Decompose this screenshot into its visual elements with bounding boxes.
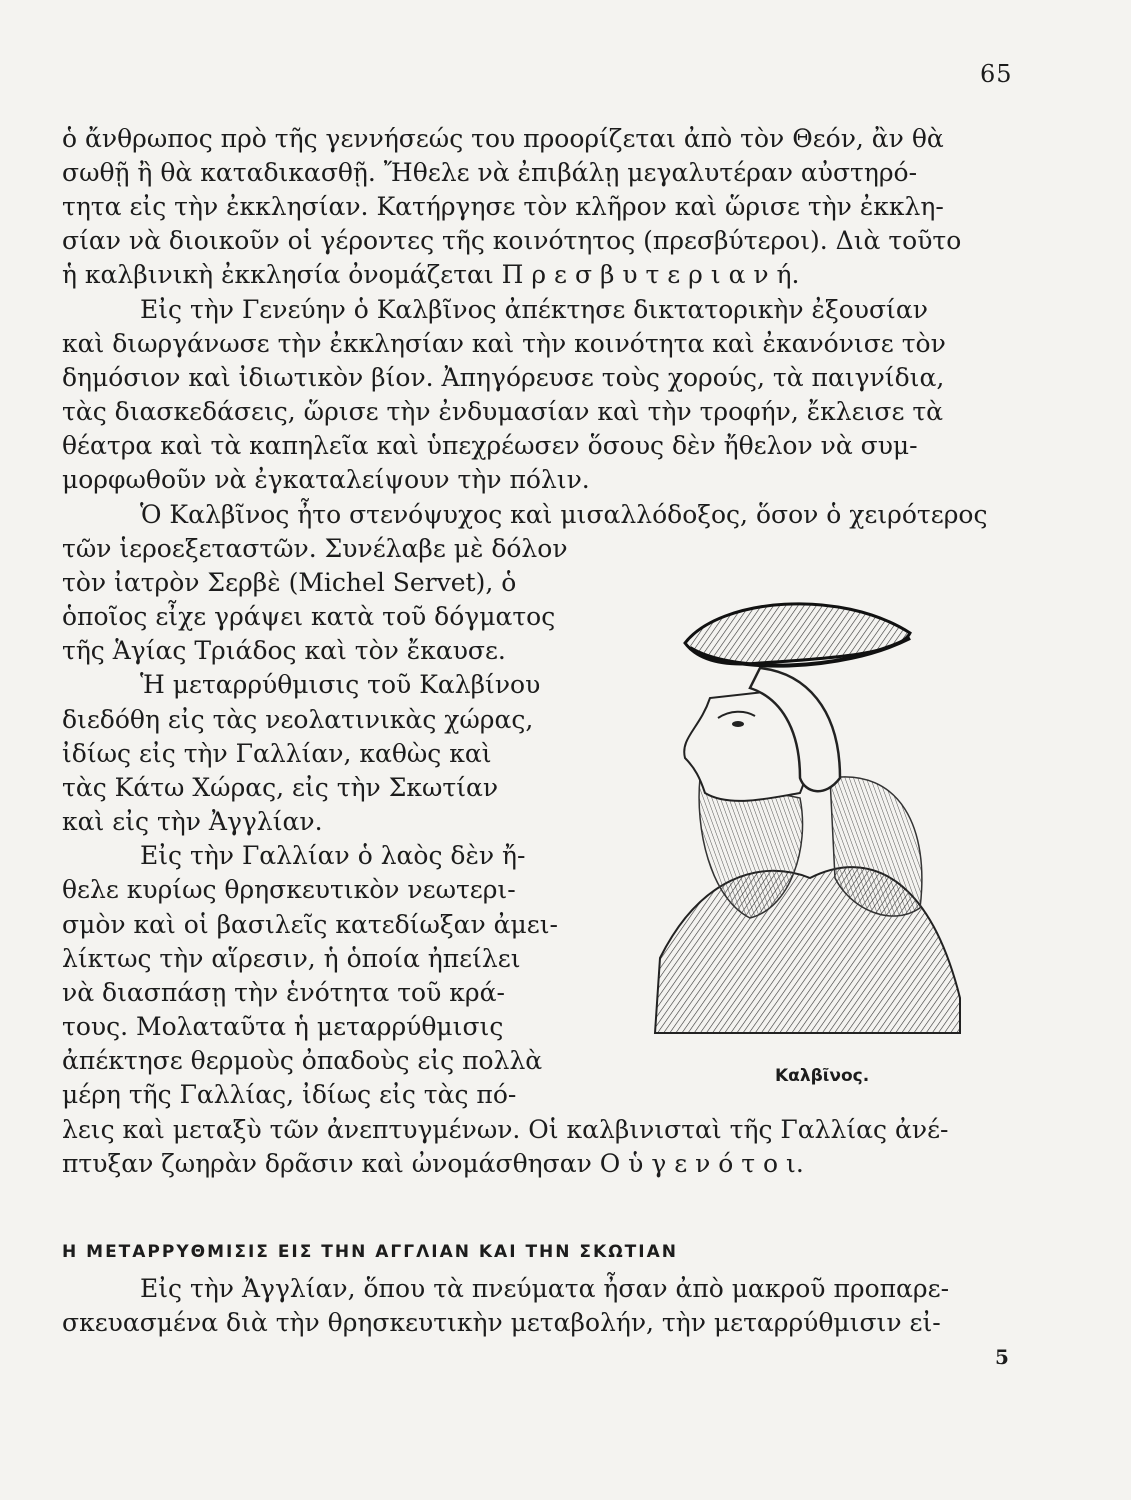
signature-mark: 5 (995, 1345, 1009, 1369)
text-line: Ὁ Καλβῖνος ἦτο στενόψυχος καὶ μισαλλόδοξος, ὅσον ὁ χειρότερος (140, 500, 988, 529)
text-line: Εἰς τὴν Ἀγγλίαν, ὅπου τὰ πνεύματα ἦσαν ἀπὸ μακροῦ προπαρε- (140, 1274, 950, 1303)
text-line: σίαν νὰ διοικοῦν οἱ γέροντες τῆς κοινότητος (πρεσβύτεροι). Διὰ τοῦτο (62, 226, 962, 255)
text-line: ἡ καλβινικὴ ἐκκλησία ὀνομάζεται Π ρ ε σ β υ τ ε ρ ι α ν ή. (62, 260, 800, 289)
text-line: καὶ εἰς τὴν Ἀγγλίαν. (62, 807, 323, 836)
text-line: ἰδίως εἰς τὴν Γαλλίαν, καθὼς καὶ (62, 739, 492, 768)
text-line: καὶ διωργάνωσε τὴν ἐκκλησίαν καὶ τὴν κοινότητα καὶ ἐκανόνισε τὸν (62, 329, 946, 358)
text-line: διεδόθη εἰς τὰς νεολατινικὰς χώρας, (62, 705, 534, 734)
text-line: ἀπέκτησε θερμοὺς ὀπαδοὺς εἰς πολλὰ (62, 1046, 543, 1075)
text-line: τὰς Κάτω Χώρας, εἰς τὴν Σκωτίαν (62, 773, 499, 802)
text-line: Ἡ μεταρρύθμισις τοῦ Καλβίνου (140, 670, 541, 699)
text-line: Εἰς τὴν Γαλλίαν ὁ λαὸς δὲν ἤ- (140, 841, 526, 870)
calvin-portrait-image (640, 578, 970, 1038)
text-line: νὰ διασπάσῃ τὴν ἑνότητα τοῦ κρά- (62, 978, 505, 1007)
text-line: ὁποῖος εἶχε γράψει κατὰ τοῦ δόγματος (62, 602, 556, 631)
text-line: μέρη τῆς Γαλλίας, ἰδίως εἰς τὰς πό- (62, 1080, 517, 1109)
text-line: τητα εἰς τὴν ἐκκλησίαν. Κατήργησε τὸν κλῆρον καὶ ὥρισε τὴν ἐκκλη- (62, 192, 944, 221)
text-line: τὸν ἰατρὸν Σερβὲ (Michel Servet), ὁ (62, 568, 517, 597)
text-line: τους. Μολαταῦτα ἡ μεταρρύθμισις (62, 1012, 504, 1041)
section-heading: Η ΜΕΤΑΡΡΥΘΜΙΣΙΣ ΕΙΣ ΤΗΝ ΑΓΓΛΙΑΝ ΚΑΙ ΤΗΝ ΣΚΩΤΙΑΝ (62, 1242, 678, 1262)
text-line: λεις καὶ μεταξὺ τῶν ἀνεπτυγμένων. Οἱ καλβινισταὶ τῆς Γαλλίας ἀνέ- (62, 1115, 949, 1144)
portrait-caption: Καλβῖνος. (775, 1066, 870, 1086)
text-line: τῆς Ἁγίας Τριάδος καὶ τὸν ἔκαυσε. (62, 636, 506, 665)
text-line: θέατρα καὶ τὰ καπηλεῖα καὶ ὑπεχρέωσεν ὅσους δὲν ἤθελον νὰ συμ- (62, 431, 918, 460)
text-line: δημόσιον καὶ ἰδιωτικὸν βίον. Ἀπηγόρευσε τοὺς χορούς, τὰ παιγνίδια, (62, 363, 945, 392)
text-line: Εἰς τὴν Γενεύην ὁ Καλβῖνος ἀπέκτησε δικτατορικὴν ἐξουσίαν (140, 295, 928, 324)
text-line: ὁ ἄνθρωπος πρὸ τῆς γεννήσεώς του προορίζεται ἀπὸ τὸν Θεόν, ἂν θὰ (62, 124, 944, 153)
text-line: τὰς διασκεδάσεις, ὥρισε τὴν ἐνδυμασίαν καὶ τὴν τροφήν, ἔκλεισε τὰ (62, 397, 944, 426)
text-line: σμὸν καὶ οἱ βασιλεῖς κατεδίωξαν ἀμει- (62, 910, 558, 939)
page-number: 65 (980, 60, 1013, 88)
text-line: τῶν ἱεροεξεταστῶν. Συνέλαβε μὲ δόλον (62, 534, 568, 563)
text-line: λίκτως τὴν αἵρεσιν, ἡ ὁποία ἠπείλει (62, 944, 521, 973)
text-line: θελε κυρίως θρησκευτικὸν νεωτερι- (62, 875, 516, 904)
text-line: μορφωθοῦν νὰ ἐγκαταλείψουν τὴν πόλιν. (62, 465, 590, 494)
text-line: σωθῇ ἢ θὰ καταδικασθῇ. Ἤθελε νὰ ἐπιβάλῃ μεγαλυτέραν αὐστηρό- (62, 158, 918, 187)
text-line: σκευασμένα διὰ τὴν θρησκευτικὴν μεταβολήν, τὴν μεταρρύθμισιν εἰ- (62, 1308, 941, 1337)
text-line: πτυξαν ζωηρὰν δρᾶσιν καὶ ὠνομάσθησαν Ο ὑ γ ε ν ό τ ο ι. (62, 1149, 804, 1178)
